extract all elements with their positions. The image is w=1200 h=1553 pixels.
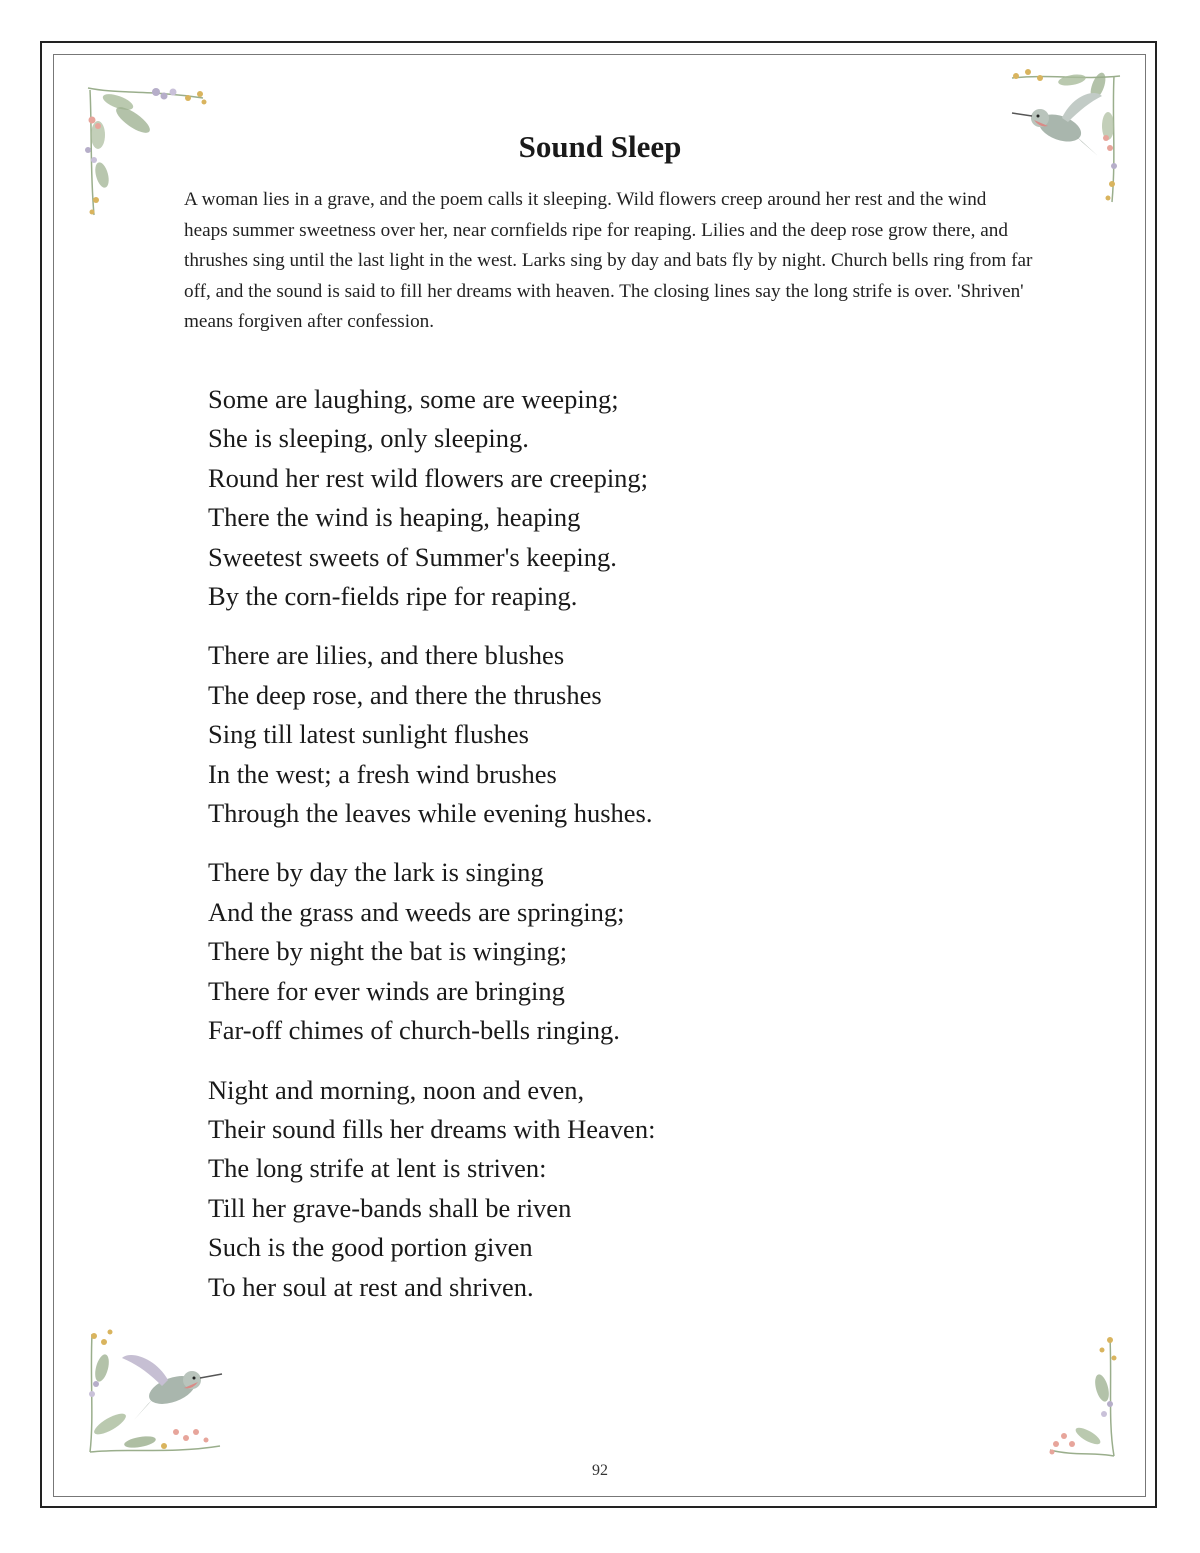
poem-line: There for ever winds are bringing: [208, 975, 565, 1006]
poem-line: Sing till latest sunlight flushes: [208, 719, 529, 750]
stanza: [208, 380, 968, 616]
poem-line: Such is the good portion given: [208, 1232, 533, 1263]
poem-line: She is sleeping, only sleeping.: [208, 423, 529, 454]
poem-title: Sound Sleep: [518, 129, 682, 164]
poem-line: Some are laughing, some are weeping;: [208, 384, 619, 414]
poem-line: By the corn-fields ripe for reaping.: [208, 581, 578, 612]
poem-body: [208, 380, 968, 1327]
floral-corner-icon: [1044, 1332, 1124, 1462]
poem-line: The deep rose, and there the thrushes: [208, 679, 602, 710]
poem-line: In the west; a fresh wind brushes: [208, 758, 557, 789]
poem-line: Till her grave-bands shall be riven: [208, 1192, 572, 1223]
page-number: 92: [592, 1462, 608, 1479]
poem-line: And the grass and weeds are springing;: [208, 896, 625, 927]
poem-line: The long strife at lent is striven:: [208, 1153, 547, 1184]
poem-line: There the wind is heaping, heaping: [208, 502, 581, 533]
hummingbird-icon: [80, 1328, 230, 1458]
floral-corner-bottom-right: [1044, 1332, 1124, 1462]
poem-line: Far-off chimes of church-bells ringing.: [208, 1015, 620, 1046]
hummingbird-corner-bottom-left: [80, 1328, 230, 1458]
poem-line: There by night the bat is winging;: [208, 936, 568, 967]
poem-line: Night and morning, noon and even,: [208, 1074, 585, 1105]
stanza: [208, 1071, 968, 1307]
poem-line: To her soul at rest and shriven.: [208, 1271, 534, 1302]
poem-line: Round her rest wild flowers are creeping;: [208, 462, 649, 493]
stanza: [208, 853, 968, 1050]
stanza: [208, 636, 968, 833]
poem-line: There by day the lark is singing: [208, 857, 544, 888]
poem-summary: A woman lies in a grave, and the poem calls it sleeping. Wild flowers creep around her rest and the wind heaps summer sweetness over her, near cornfields ripe for reaping. Lilies and the deep rose grow there, and thrushes sing until the last light in the west. Larks sing by day and bats fly by night. Church bells ring from far off, and the sound is said to fill her dreams with heaven. The closing lines say the long strife is over. 'Shriven' means forgiven after confession.: [184, 189, 1033, 333]
poem-line: Sweetest sweets of Summer's keeping.: [208, 541, 617, 572]
poem-line: Through the leaves while evening hushes.: [208, 798, 653, 829]
poem-line: Their sound fills her dreams with Heaven:: [208, 1113, 656, 1144]
poem-line: There are lilies, and there blushes: [208, 640, 565, 671]
